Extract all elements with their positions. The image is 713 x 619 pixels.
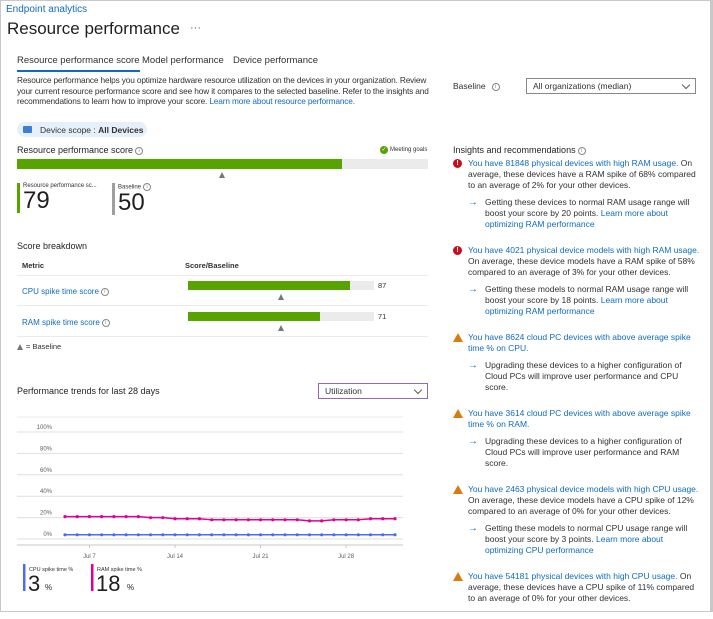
legend-label: RAM spike time % — [97, 567, 142, 573]
x-tick-label: Jul 21 — [252, 554, 269, 560]
data-point — [149, 516, 152, 519]
warning-icon — [453, 485, 463, 494]
data-point — [308, 533, 311, 536]
data-point — [283, 533, 286, 536]
data-point — [210, 518, 213, 521]
data-point — [186, 533, 189, 536]
column-metric: Metric — [22, 261, 45, 270]
y-tick-label: 100% — [36, 425, 52, 431]
x-tick-label: Jul 28 — [338, 554, 355, 560]
recommendation: → Getting these models to normal RAM usage range will boost your score by 18 points. Learn more about optimizing RAM performance — [468, 284, 689, 316]
data-point — [198, 533, 201, 536]
x-tick-label: Jul 14 — [166, 554, 184, 560]
insight-item — [453, 332, 701, 393]
kpi-baseline: Baseline i 50 — [112, 183, 151, 215]
breadcrumb-endpoint-analytics[interactable]: Endpoint analytics — [6, 4, 88, 15]
page-title: Resource performance — [7, 19, 180, 38]
legend-unit: % — [45, 583, 53, 592]
data-point — [332, 533, 335, 536]
score-title: Resource performance score i — [17, 145, 143, 155]
metric-score-bar — [188, 312, 374, 321]
error-icon: ! — [453, 246, 462, 255]
arrow-right-icon: → — [468, 523, 478, 534]
insight-item — [453, 408, 701, 469]
data-point — [259, 533, 262, 536]
data-point — [173, 517, 176, 520]
data-point — [247, 533, 250, 536]
metric-score-value: 87 — [378, 281, 387, 290]
data-point — [345, 518, 348, 521]
info-icon[interactable]: i — [492, 83, 500, 91]
tab-model-performance[interactable]: Model performance — [142, 55, 224, 66]
metric-link[interactable]: CPU spike time score — [22, 287, 99, 296]
baseline-marker-icon — [17, 344, 23, 350]
kpi-score: Resource performance sc... 79 — [17, 183, 97, 213]
data-point — [296, 533, 299, 536]
data-point — [235, 518, 238, 521]
legend-swatch — [91, 564, 94, 591]
device-scope-value: All Devices — [98, 124, 144, 135]
insights-title: Insights and recommendations i — [453, 145, 586, 155]
arrow-right-icon: → — [468, 197, 478, 208]
data-point — [125, 533, 128, 536]
divider — [17, 275, 428, 276]
legend-value: 3 — [28, 571, 41, 596]
data-point — [357, 518, 360, 521]
baseline-dropdown[interactable]: All organizations (median) — [526, 78, 696, 94]
metric-score-fill — [188, 281, 350, 290]
learn-more-link[interactable]: Learn more about optimizing RAM performance — [485, 295, 668, 316]
data-point — [137, 533, 140, 536]
error-icon: ! — [453, 159, 462, 168]
data-point — [259, 518, 262, 521]
insight-item: You have 54181 physical devices with high CPU usage. On average, these devices have a CPU spike of 11% compared to an average of 0% for your other devices. — [453, 571, 701, 604]
insight-link[interactable]: You have 2463 physical device models with high CPU usage. — [468, 484, 699, 494]
tab-resource-performance-score[interactable]: Resource performance score — [17, 55, 140, 72]
data-point — [381, 533, 384, 536]
insights-list — [453, 158, 701, 619]
description — [17, 75, 443, 107]
data-point — [235, 533, 238, 536]
insight-link[interactable]: You have 81848 physical devices with high RAM usage. — [468, 158, 679, 168]
legend-swatch — [23, 564, 26, 591]
metric-score-value: 71 — [378, 312, 387, 321]
x-tick-label: Jul 7 — [83, 554, 96, 560]
chevron-down-icon — [414, 385, 422, 393]
utilization-dropdown[interactable]: Utilization — [318, 383, 428, 399]
data-point — [63, 515, 66, 518]
data-point — [100, 533, 103, 536]
legend-value: 18 — [96, 571, 121, 596]
insight-link[interactable]: You have 4021 physical device models with high RAM usage. — [468, 245, 700, 255]
divider — [17, 336, 428, 337]
data-point — [357, 533, 360, 536]
learn-more-link[interactable]: Learn more about resource performance. — [209, 96, 355, 106]
data-point — [393, 533, 396, 536]
data-point — [88, 515, 91, 518]
recommendation: → Upgrading these devices to a higher configuration of Cloud PCs will improve user performance and CPU score. — [468, 360, 682, 392]
learn-more-link[interactable]: Learn more about optimizing RAM performance — [485, 208, 668, 229]
data-point — [381, 517, 384, 520]
data-point — [247, 518, 250, 521]
insight-item: You have 2463 physical device models with high CPU usage. On average, these device models have a CPU spike of 12% compared to an average of 0% for your other devices. → Getting these models to normal CPU usage range will boost your score by 3 points. Learn more about optimizing CPU performance — [453, 484, 701, 556]
insight-link[interactable]: You have 54181 physical devices with high CPU usage. — [468, 571, 678, 581]
arrow-right-icon: → — [468, 284, 478, 295]
data-point — [137, 515, 140, 518]
arrow-right-icon: → — [468, 436, 478, 447]
info-icon[interactable]: i — [135, 147, 143, 155]
data-point — [210, 533, 213, 536]
data-point — [222, 533, 225, 536]
data-point — [369, 517, 372, 520]
warning-icon — [453, 333, 463, 342]
baseline-marker-icon — [219, 172, 225, 178]
warning-icon — [453, 572, 463, 581]
tab-device-performance[interactable]: Device performance — [233, 55, 319, 66]
data-point — [320, 533, 323, 536]
device-scope-button[interactable] — [17, 122, 147, 137]
trends-title: Performance trends for last 28 days — [17, 386, 160, 396]
device-scope-label: Device scope : — [40, 124, 99, 135]
more-options-button[interactable]: ··· — [190, 22, 201, 34]
data-point — [345, 533, 348, 536]
legend-label: CPU spike time % — [29, 567, 74, 573]
data-point — [308, 519, 311, 522]
y-tick-label: 20% — [39, 510, 52, 517]
metric-score-fill — [188, 312, 320, 321]
data-point — [283, 518, 286, 521]
baseline-marker-icon — [278, 294, 284, 300]
insight-item: ! You have 4021 physical device models with high RAM usage. On average, these device models have a RAM spike of 58% compared to an average of 3% for your other devices. → Getting these models to normal RAM usage range will boost your score by 18 points. Learn more about optimizing RAM performance — [453, 245, 701, 317]
y-tick-label: 60% — [39, 467, 52, 474]
data-point — [100, 515, 103, 518]
info-icon[interactable]: i — [143, 183, 151, 191]
data-point — [112, 533, 115, 536]
data-point — [393, 517, 396, 520]
data-point — [161, 533, 164, 536]
learn-more-link[interactable]: Learn more about optimizing CPU performance — [485, 534, 664, 555]
data-point — [149, 533, 152, 536]
table-row — [22, 318, 110, 327]
info-icon[interactable]: i — [102, 319, 110, 327]
info-icon[interactable]: i — [101, 288, 109, 296]
recommendation: → Upgrading these devices to a higher configuration of Cloud PCs will improve user performance and RAM score. — [468, 436, 682, 468]
divider — [17, 305, 428, 306]
data-point — [332, 518, 335, 521]
data-point — [222, 518, 225, 521]
arrow-right-icon: → — [468, 360, 478, 371]
data-point — [271, 518, 274, 521]
data-point — [161, 516, 164, 519]
status-badge: ✓ Meeting goals — [381, 147, 428, 153]
column-score-baseline: Score/Baseline — [185, 261, 239, 270]
metric-score-bar — [188, 281, 374, 290]
recommendation: → Getting these models to normal CPU usage range will boost your score by 3 points. Learn more about optimizing CPU performance — [468, 523, 688, 555]
metric-link[interactable]: RAM spike time score — [22, 318, 100, 327]
score-breakdown-title: Score breakdown — [17, 241, 88, 251]
y-tick-label: 80% — [39, 446, 52, 453]
y-tick-label: 40% — [39, 489, 52, 496]
insight-link[interactable]: You have 8624 cloud PC devices with above average spike time % on CPU. — [468, 332, 691, 353]
data-point — [76, 533, 79, 536]
data-point — [63, 533, 66, 536]
data-point — [76, 515, 79, 518]
data-point — [296, 518, 299, 521]
data-point — [112, 515, 115, 518]
trends-chart — [0, 400, 440, 612]
data-point — [369, 533, 372, 536]
recommendation: → Getting these devices to normal RAM usage range will boost your score by 20 points. Learn more about optimizing RAM performance — [468, 197, 690, 229]
score-bar-fill — [17, 159, 342, 169]
data-point — [186, 517, 189, 520]
device-icon — [23, 126, 32, 133]
insight-item: ! You have 81848 physical devices with high RAM usage. On average, these devices have a RAM spike of 68% compared to an average of 2% for your other devices. → Getting these devices to normal RAM usage range will boost your score by 20 points. Learn more about optimizing RAM performance — [453, 158, 701, 230]
description-text: Resource performance helps you optimize hardware resource utilization on the devices in your organization. Review your current resource performance score and see how it compares to the selected baseline. Refer to the insights and recommendations to learn how to improve your score. — [17, 75, 429, 106]
check-circle-icon: ✓ — [381, 147, 387, 153]
insight-link[interactable]: You have 3614 cloud PC devices with above average spike time % on RAM. — [468, 408, 691, 429]
data-point — [125, 515, 128, 518]
warning-icon — [453, 409, 463, 418]
baseline-label: Baseline i — [453, 81, 500, 91]
data-point — [271, 533, 274, 536]
chevron-down-icon — [682, 80, 690, 88]
info-icon[interactable]: i — [578, 147, 586, 155]
score-bar — [17, 159, 428, 169]
data-point — [173, 533, 176, 536]
data-point — [88, 533, 91, 536]
baseline-marker-icon — [278, 325, 284, 331]
table-row — [22, 287, 109, 296]
baseline-legend: = Baseline — [17, 342, 61, 351]
legend-unit: % — [127, 583, 135, 592]
data-point — [198, 517, 201, 520]
y-tick-label: 0% — [43, 532, 52, 538]
data-point — [320, 519, 323, 522]
